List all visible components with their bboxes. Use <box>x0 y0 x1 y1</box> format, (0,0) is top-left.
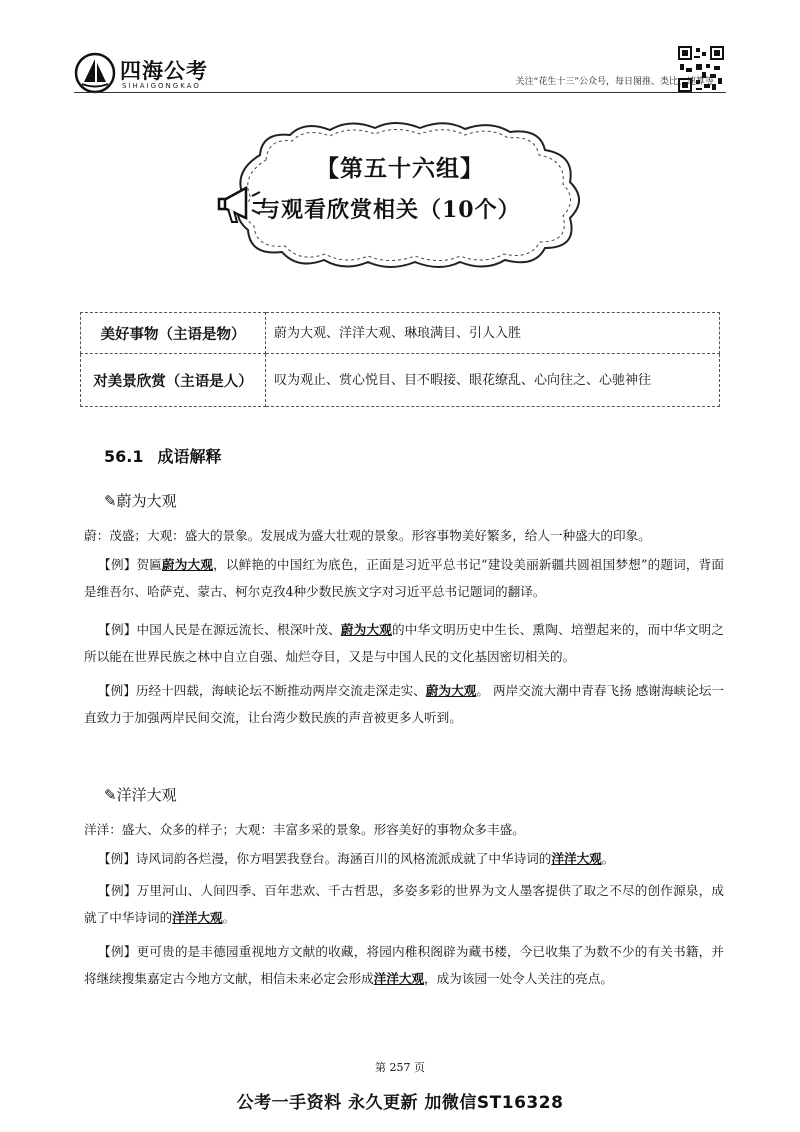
example-text: 。 <box>601 851 615 866</box>
idiom-title: ✎洋洋大观 <box>104 786 177 804</box>
example-text: ，成为该园一处令人关注的亮点。 <box>424 971 613 986</box>
example-text: 【例】诗风词韵各烂漫，你方唱罢我登台。海涵百川的风格流派成就了中华诗词的 <box>98 851 552 866</box>
classification-table <box>80 312 720 407</box>
footer-promo: 公考一手资料 永久更新 加微信ST16328 <box>236 1093 564 1113</box>
example-paragraph <box>84 551 724 605</box>
example-text: 【例】万里河山、人间四季、百年悲欢、千古哲思，多姿多彩的世界为文人墨客提供了取之不尽的创作源泉，成就了中华诗词的 <box>84 883 724 925</box>
table-value: 蔚为大观、洋洋大观、琳琅满目、引人入胜 <box>266 313 720 354</box>
example-text: ，以鲜艳的中国红为底色，正面是习近平总书记“建设美丽新疆共圆祖国梦想”的题词，背面是维吾尔、哈萨克、蒙古、柯尔克孜4种少数民族文字对习近平总书记题词的翻译。 <box>84 557 725 599</box>
sailboat-logo-icon <box>74 52 116 94</box>
table-row <box>81 354 720 407</box>
example-text: 。 <box>222 910 236 925</box>
idiom-definition: 洋洋：盛大、众多的样子；大观：丰富多采的景象。形容美好的事物众多丰盛。 <box>84 822 525 837</box>
highlighted-idiom: 洋洋大观 <box>373 971 425 986</box>
example-paragraph <box>84 677 724 731</box>
highlighted-idiom: 洋洋大观 <box>551 851 602 866</box>
example-text: 。 两岸交流大潮中青春飞扬 感谢海峡论坛一直致力于加强两岸民间交流，让台湾少数民族的声音被更多人听到。 <box>84 683 725 725</box>
section-title: 成语解释 <box>157 447 222 466</box>
highlighted-idiom: 蔚为大观 <box>162 557 214 572</box>
example-text: 【例】中国人民是在源远流长、根深叶茂、 <box>98 622 341 637</box>
table-key: 美好事物（主语是物） <box>81 313 266 354</box>
example-text: 【例】历经十四载，海峡论坛不断推动两岸交流走深走实、 <box>98 683 426 698</box>
idiom-definition: 蔚：茂盛；大观：盛大的景象。发展成为盛大壮观的景象。形容事物美好繁多，给人一种盛大的印象。 <box>84 528 651 543</box>
group-subtitle: 与观看欣赏相关（10个） <box>258 197 521 223</box>
page-number: 第 257 页 <box>375 1061 425 1074</box>
table-key: 对美景欣赏（主语是人） <box>81 354 266 407</box>
example-paragraph <box>84 938 724 992</box>
example-text: 的中华文明历史中生长、熏陶、培塑起来的，而中华文明之所以能在世界民族之林中自立自强、灿烂夺目，又是与中国人民的文化基因密切相关的。 <box>84 622 725 664</box>
example-paragraph <box>84 845 724 872</box>
logo-subtitle: SIHAIGONGKAO <box>122 82 201 90</box>
header-note: 关注“花生十三”公众号，每日图推、类比、速算等 <box>515 77 714 87</box>
example-paragraph <box>84 616 724 670</box>
highlighted-idiom: 蔚为大观 <box>425 683 477 698</box>
example-paragraph <box>84 877 724 931</box>
logo-text: 四海公考 <box>120 59 208 83</box>
section-number: 56.1 <box>104 447 144 466</box>
idiom-title: ✎蔚为大观 <box>104 492 177 510</box>
example-text: 【例】贺匾 <box>98 557 163 572</box>
section-heading <box>104 444 222 467</box>
group-title: 【第五十六组】 <box>316 155 484 182</box>
highlighted-idiom: 洋洋大观 <box>172 910 223 925</box>
highlighted-idiom: 蔚为大观 <box>340 622 393 637</box>
example-text: 【例】更可贵的是丰德园重视地方文献的收藏，将园内稚积阁辟为藏书楼，今已收集了为数不少的有关书籍，并将继续搜集嘉定古今地方文献，相信未来必定会形成 <box>84 944 724 986</box>
table-value: 叹为观止、赏心悦目、目不暇接、眼花缭乱、心向往之、心驰神往 <box>266 354 720 407</box>
header-divider <box>74 92 726 93</box>
table-row <box>81 313 720 354</box>
